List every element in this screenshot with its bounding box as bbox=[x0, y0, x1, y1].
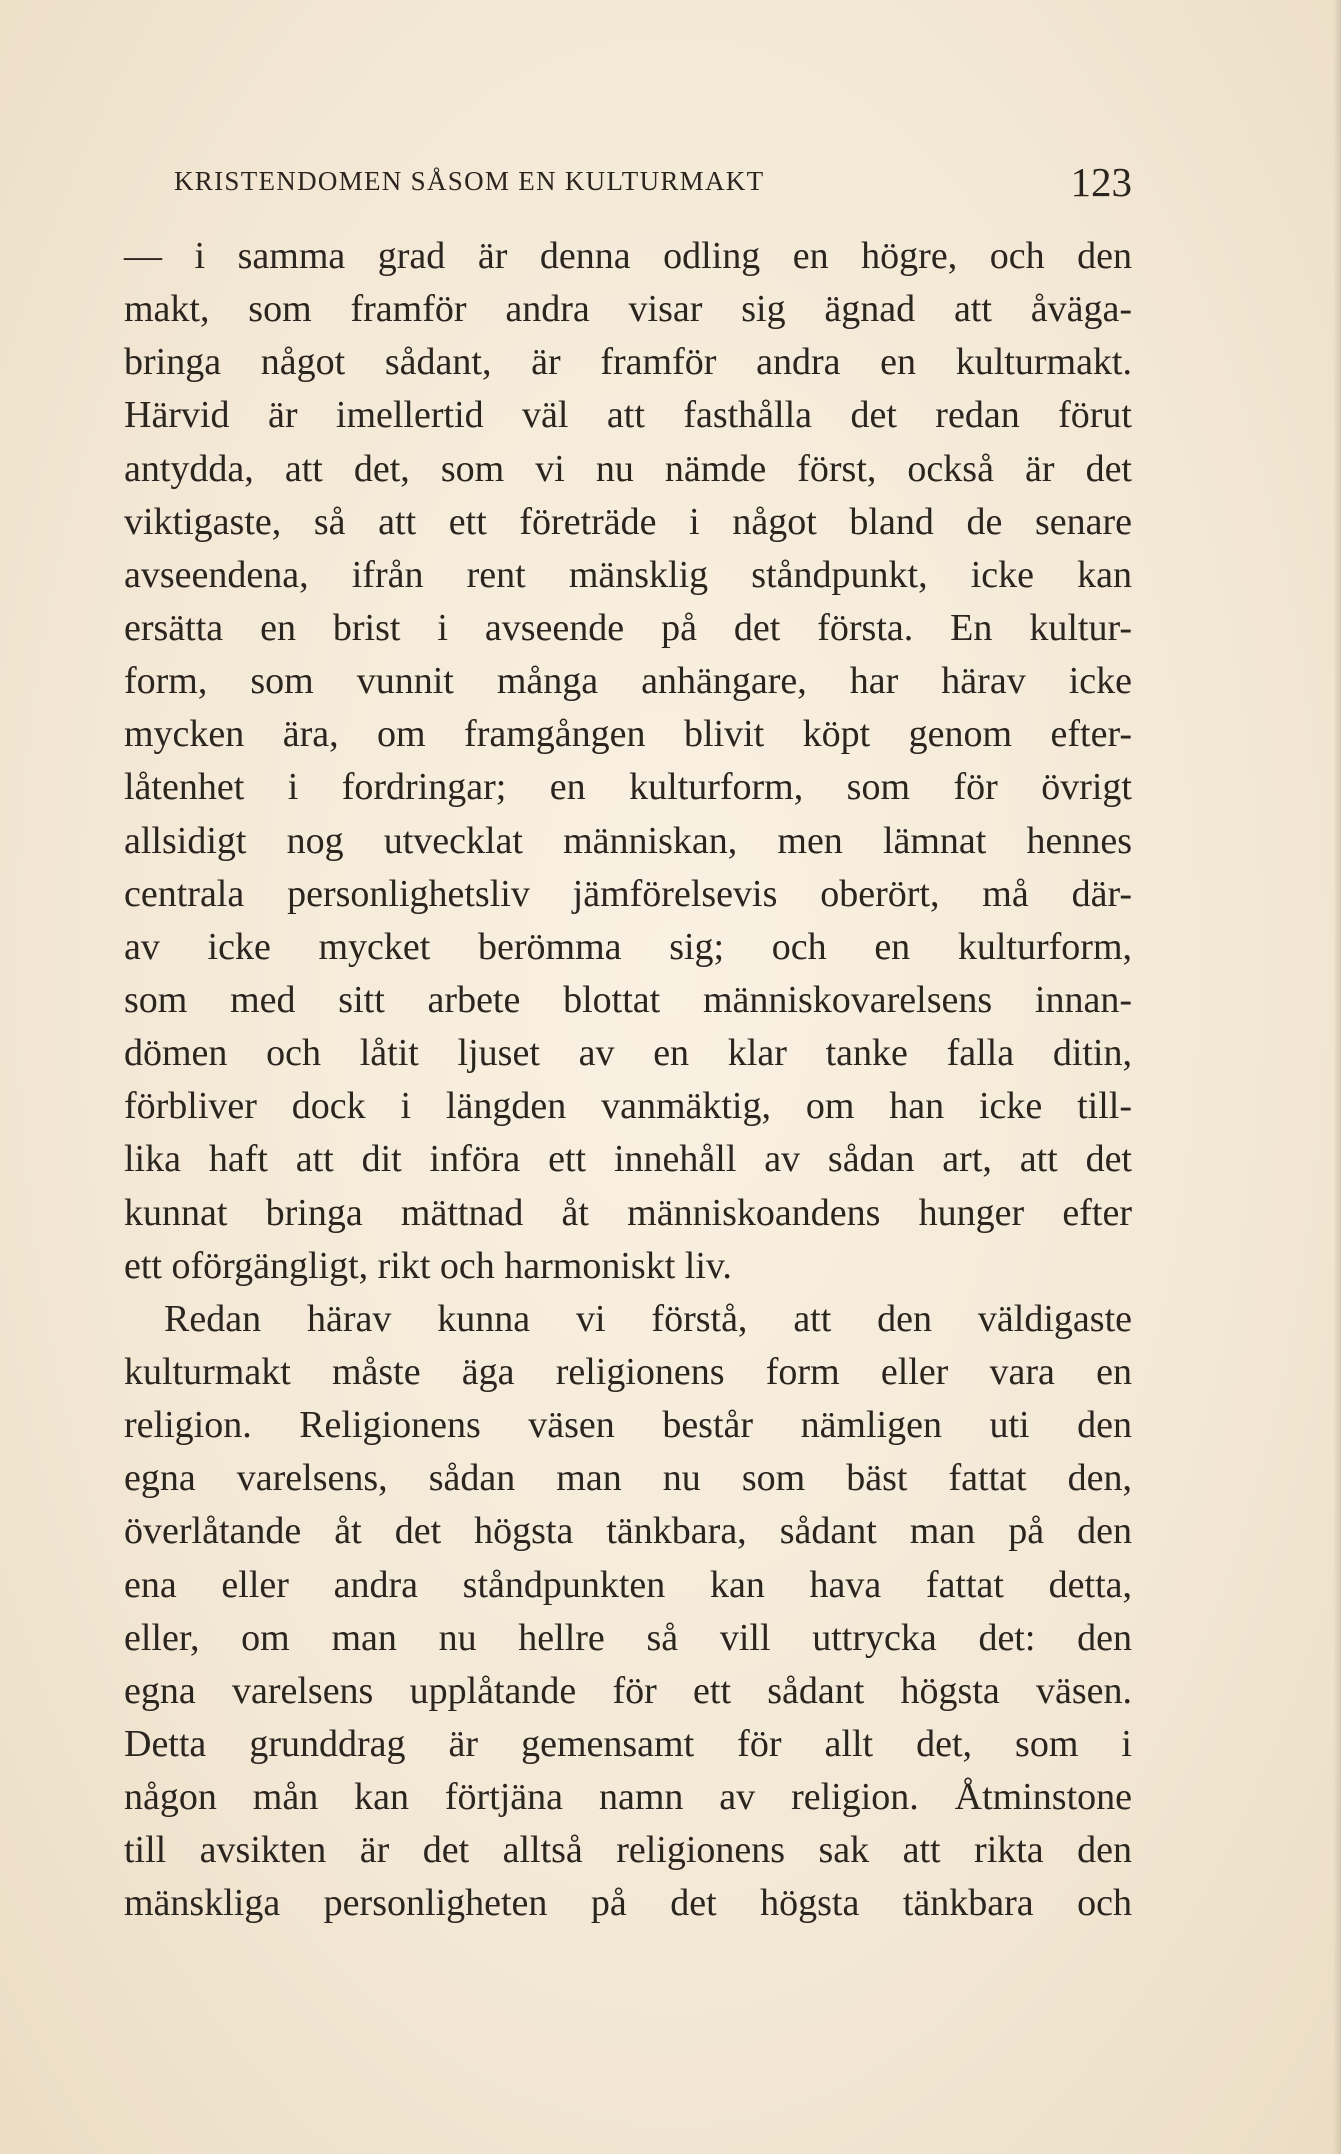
body-text bbox=[124, 230, 1132, 1931]
text-line: viktigaste, så att ett företräde i något bland de senare bbox=[124, 500, 1132, 543]
text-line: ett oförgängligt, rikt och harmoniskt liv. bbox=[124, 1244, 732, 1287]
text-line: Redan härav kunna vi förstå, att den väldigaste bbox=[164, 1297, 1132, 1340]
paragraph-1 bbox=[124, 230, 1132, 1293]
text-line: antydda, att det, som vi nu nämde först, också är det bbox=[124, 447, 1132, 490]
text-line: eller, om man nu hellre så vill uttrycka det: den bbox=[124, 1616, 1132, 1659]
text-line: som med sitt arbete blottat människovarelsens innan- bbox=[124, 978, 1132, 1021]
text-line: dömen och låtit ljuset av en klar tanke falla ditin, bbox=[124, 1032, 1132, 1075]
text-line: bringa något sådant, är framför andra en kulturmakt. bbox=[124, 341, 1132, 384]
text-line: kunnat bringa mättnad åt människoandens hunger efter bbox=[124, 1191, 1132, 1234]
text-line: kulturmakt måste äga religionens form eller vara en bbox=[124, 1350, 1132, 1393]
text-line: centrala personlighetsliv jämförelsevis oberört, må där- bbox=[124, 872, 1132, 915]
text-line: — i samma grad är denna odling en högre, och den bbox=[124, 235, 1132, 277]
page-edge-shadow bbox=[1333, 0, 1341, 2154]
text-line: egna varelsens upplåtande för ett sådant högsta väsen. bbox=[124, 1669, 1132, 1712]
text-line: ena eller andra ståndpunkten kan hava fattat detta, bbox=[124, 1563, 1132, 1606]
paragraph-2 bbox=[124, 1293, 1132, 1931]
text-line: makt, som framför andra visar sig ägnad att åväga- bbox=[124, 288, 1132, 331]
page-number: 123 bbox=[1070, 159, 1132, 205]
text-line: egna varelsens, sådan man nu som bäst fattat den, bbox=[124, 1457, 1132, 1500]
text-line: allsidigt nog utvecklat människan, men lämnat hennes bbox=[124, 819, 1132, 862]
text-line: låtenhet i fordringar; en kulturform, som för övrigt bbox=[124, 766, 1132, 809]
text-line: någon mån kan förtjäna namn av religion. Åtminstone bbox=[124, 1776, 1132, 1819]
text-line: av icke mycket berömma sig; och en kulturform, bbox=[124, 925, 1132, 968]
text-line: förbliver dock i längden vanmäktig, om han icke till- bbox=[124, 1085, 1132, 1128]
text-line: till avsikten är det alltså religionens sak att rikta den bbox=[124, 1829, 1132, 1872]
text-line: form, som vunnit många anhängare, har härav icke bbox=[124, 660, 1132, 703]
text-line: mycken ära, om framgången blivit köpt genom efter- bbox=[124, 713, 1132, 756]
text-line: Detta grunddrag är gemensamt för allt det, som i bbox=[124, 1722, 1132, 1765]
running-head-title: KRISTENDOMEN SÅSOM EN KULTURMAKT bbox=[174, 166, 765, 196]
text-line: avseendena, ifrån rent mänsklig ståndpunkt, icke kan bbox=[124, 553, 1132, 596]
text-line: ersätta en brist i avseende på det första. En kultur- bbox=[124, 606, 1132, 649]
text-line: mänskliga personligheten på det högsta tänkbara och bbox=[124, 1882, 1132, 1925]
running-head bbox=[174, 158, 1132, 206]
text-line: överlåtande åt det högsta tänkbara, sådant man på den bbox=[124, 1510, 1132, 1553]
text-line: lika haft att dit införa ett innehåll av sådan art, att det bbox=[124, 1138, 1132, 1181]
text-line: Härvid är imellertid väl att fasthålla det redan förut bbox=[124, 394, 1132, 437]
text-line: religion. Religionens väsen består nämligen uti den bbox=[124, 1404, 1132, 1447]
